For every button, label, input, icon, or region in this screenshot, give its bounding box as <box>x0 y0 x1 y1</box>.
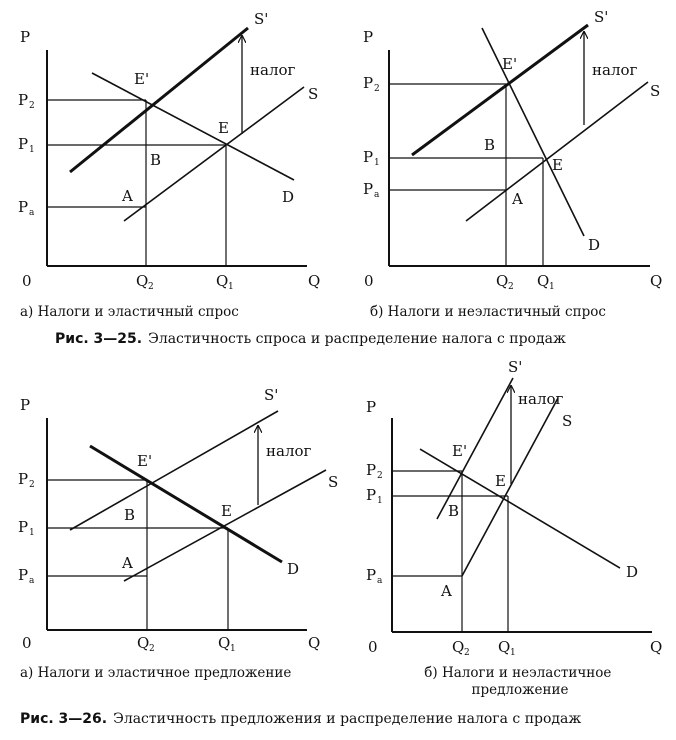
caption-25b: б) Налоги и неэластичный спрос <box>370 304 606 320</box>
origin: 0 <box>368 638 378 656</box>
label-a: A <box>441 582 452 600</box>
label-p2: P <box>18 91 29 109</box>
label-p1: P <box>363 148 374 166</box>
label-b: B <box>448 502 460 520</box>
label-e-prime: E' <box>452 442 468 460</box>
axis-q: Q <box>308 634 321 652</box>
label-pa: P <box>366 566 377 584</box>
label-pa-sub: a <box>377 576 383 586</box>
supply-curve <box>462 398 558 576</box>
label-p1: P <box>366 486 377 504</box>
label-s-prime: S' <box>264 386 279 404</box>
label-b: B <box>150 151 162 169</box>
origin: 0 <box>22 634 32 652</box>
panel-26b <box>366 358 662 658</box>
label-q1: Q <box>216 272 229 290</box>
axis-p: P <box>366 398 377 416</box>
label-q2: Q <box>137 634 150 652</box>
label-s-prime: S' <box>594 8 609 26</box>
label-pa-sub: a <box>29 208 35 218</box>
label-b: B <box>124 506 136 524</box>
demand-curve <box>482 28 584 236</box>
label-p2: P <box>363 74 374 92</box>
caption-25a: а) Налоги и эластичный спрос <box>20 304 239 320</box>
label-s: S <box>650 82 661 100</box>
supply-curve-shifted <box>70 411 278 530</box>
label-q1-sub: 1 <box>510 648 516 658</box>
panel-25a <box>18 10 320 292</box>
label-pa-sub: a <box>29 576 35 586</box>
label-q2: Q <box>136 272 149 290</box>
label-q1: Q <box>218 634 231 652</box>
label-q1-sub: 1 <box>230 644 236 654</box>
label-e: E <box>221 502 232 520</box>
label-b: B <box>484 136 496 154</box>
label-tax: налог <box>592 61 638 79</box>
figure-26-number: Рис. 3—26. <box>20 711 108 727</box>
label-s: S <box>328 473 339 491</box>
label-q1-sub: 1 <box>228 282 234 292</box>
label-p1-sub: 1 <box>29 145 35 155</box>
label-s: S <box>562 412 573 430</box>
axis-q: Q <box>650 272 663 290</box>
label-q2: Q <box>496 272 509 290</box>
figure-25-number: Рис. 3—25. <box>55 331 143 347</box>
label-e-prime: E' <box>134 70 150 88</box>
label-p2: P <box>366 461 377 479</box>
axis-p: P <box>363 28 374 46</box>
label-p1-sub: 1 <box>377 496 383 506</box>
label-q1: Q <box>537 272 550 290</box>
label-p2-sub: 2 <box>377 471 383 481</box>
label-q1: Q <box>498 638 511 656</box>
label-tax: налог <box>518 390 564 408</box>
axis-p: P <box>20 396 31 414</box>
label-q2: Q <box>452 638 465 656</box>
figure-25-text: Эластичность спроса и распределение налога с продаж <box>148 331 566 347</box>
label-p1: P <box>18 135 29 153</box>
label-pa: P <box>18 566 29 584</box>
label-pa: P <box>363 180 374 198</box>
axis-q: Q <box>308 272 321 290</box>
label-p2: P <box>18 470 29 488</box>
label-q1-sub: 1 <box>549 282 555 292</box>
supply-curve-shifted <box>412 25 588 155</box>
label-s: S <box>308 85 319 103</box>
label-p2-sub: 2 <box>374 84 380 94</box>
label-e: E <box>495 472 506 490</box>
axis-q: Q <box>650 638 663 656</box>
label-d: D <box>626 563 639 581</box>
panel-25b <box>363 8 662 292</box>
label-e: E <box>218 119 229 137</box>
axis-p: P <box>20 28 31 46</box>
label-s-prime: S' <box>508 358 523 376</box>
label-p2-sub: 2 <box>29 480 35 490</box>
label-e-prime: E' <box>137 452 153 470</box>
figure-26-text: Эластичность предложения и распределение налога с продаж <box>113 711 582 727</box>
panel-26a <box>18 386 338 654</box>
label-p1-sub: 1 <box>29 528 35 538</box>
label-a: A <box>512 190 523 208</box>
label-p2-sub: 2 <box>29 101 35 111</box>
label-e: E <box>552 156 563 174</box>
label-d: D <box>588 236 601 254</box>
label-e-prime: E' <box>502 55 518 73</box>
label-q2-sub: 2 <box>508 282 514 292</box>
figure-25-title <box>55 331 566 347</box>
demand-curve <box>92 73 294 180</box>
label-d: D <box>282 188 295 206</box>
label-a: A <box>122 187 133 205</box>
label-a: A <box>122 554 133 572</box>
label-q2-sub: 2 <box>148 282 154 292</box>
figure-26-title <box>20 711 581 727</box>
label-d: D <box>287 560 300 578</box>
caption-26b-line2: предложение <box>471 682 569 698</box>
label-tax: налог <box>250 61 296 79</box>
label-pa-sub: a <box>374 190 380 200</box>
label-s-prime: S' <box>254 10 269 28</box>
caption-26a: а) Налоги и эластичное предложение <box>20 665 292 681</box>
origin: 0 <box>364 272 374 290</box>
origin: 0 <box>22 272 32 290</box>
label-pa: P <box>18 198 29 216</box>
label-q2-sub: 2 <box>149 644 155 654</box>
caption-26b <box>424 665 615 698</box>
caption-26b-line1: б) Налоги и неэластичное <box>424 665 612 681</box>
label-p1-sub: 1 <box>374 158 380 168</box>
label-p1: P <box>18 518 29 536</box>
label-tax: налог <box>266 442 312 460</box>
label-q2-sub: 2 <box>464 648 470 658</box>
